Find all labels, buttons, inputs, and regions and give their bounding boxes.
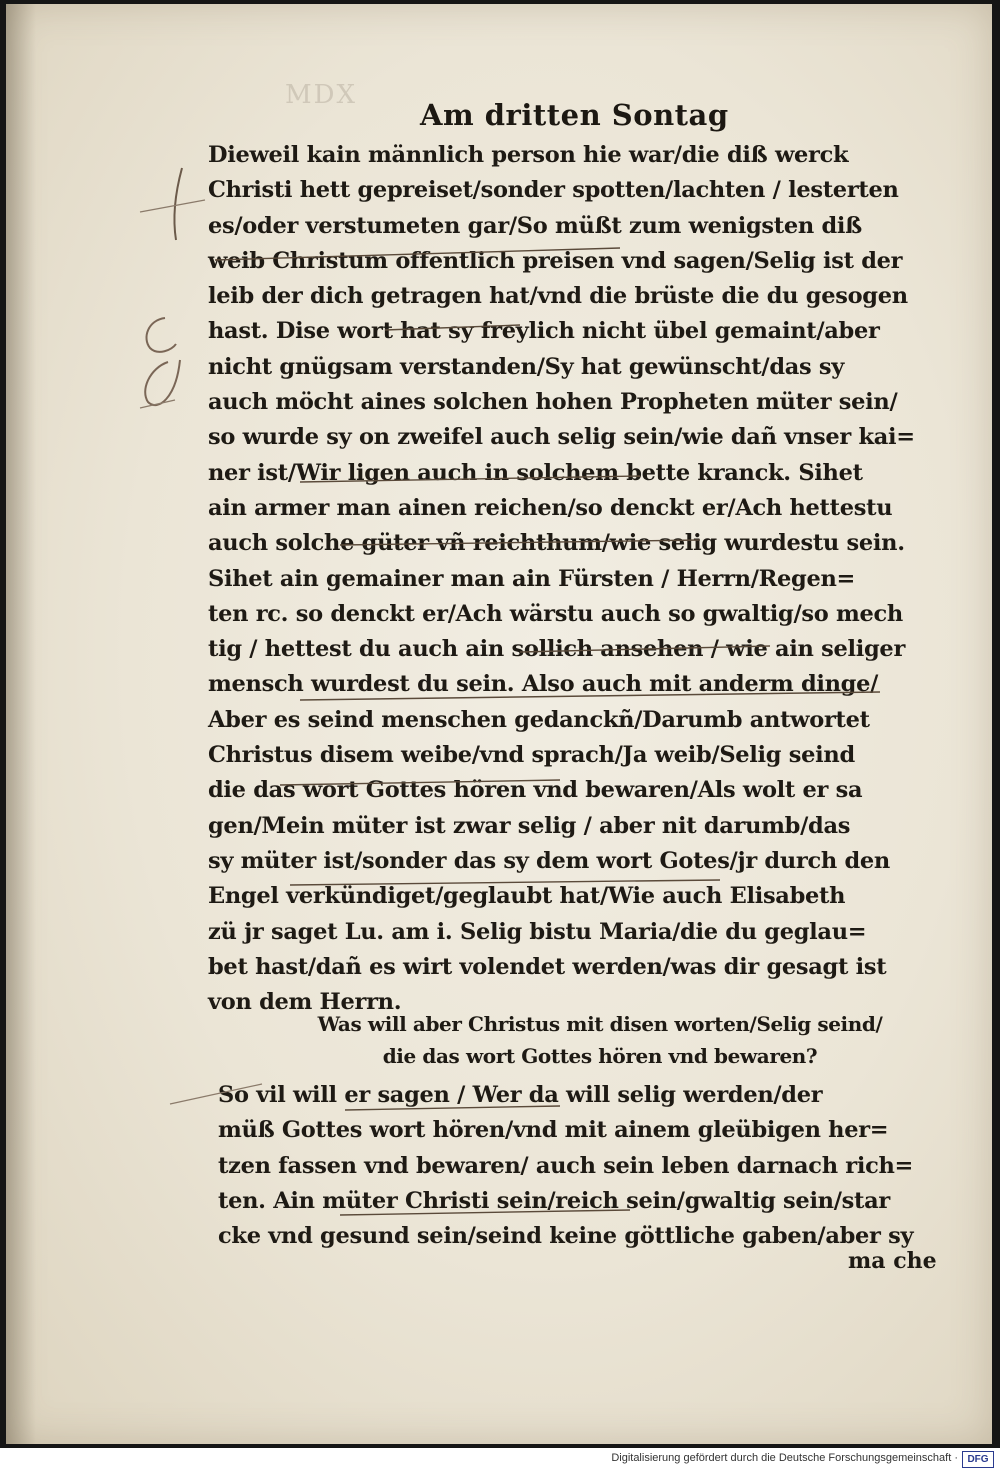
underline-mark [345, 1106, 560, 1110]
text-line: so wurde sy on zweifel auch selig sein/wie dañ vnser kai= [208, 424, 915, 451]
catchword: ma che [848, 1248, 937, 1274]
text-line: die das wort Gottes hören vnd bewaren/Als wolt er sa [208, 777, 863, 804]
funding-notice: Digitalisierung gefördert durch die Deutsche Forschungsgemeinschaft · [611, 1452, 958, 1464]
text-line: hast. Dise wort hat sy freylich nicht übel gemaint/aber [208, 318, 880, 345]
text-line: Dieweil kain männlich person hie war/die diß werck [208, 142, 849, 168]
text-line: So vil will er sagen / Wer da will selig werden/der [218, 1082, 823, 1108]
margin-stroke-mark [170, 1084, 262, 1104]
faint-bleed-through-mark: MDX [285, 80, 357, 110]
text-line: Aber es seind menschen gedanckñ/Darumb antwortet [208, 706, 870, 733]
underline-mark [290, 880, 720, 885]
underline-mark [300, 692, 880, 700]
underline-mark [340, 540, 700, 545]
text-line: ten rc. so denckt er/Ach wärstu auch so gwaltig/so mech [208, 600, 903, 627]
text-line: von dem Herrn. [208, 989, 402, 1016]
text-line: auch möcht aines solchen hohen Propheten müter sein/ [208, 389, 898, 416]
text-line: es/oder verstumeten gar/So müßt zum wenigsten diß [208, 212, 862, 239]
margin-letter-mark [145, 360, 180, 405]
text-line: bet hast/dañ es wirt volendet werden/was dir gesagt ist [208, 953, 887, 980]
dfg-logo: DFG [962, 1451, 994, 1468]
text-line: gen/Mein müter ist zwar selig / aber nit darumb/das [208, 812, 851, 839]
text-line: weib Christum offentlich preisen vnd sagen/Selig ist der [208, 247, 903, 274]
underline-mark [385, 325, 520, 330]
question-line: Was will aber Christus mit disen worten/Selig seind/ [317, 1012, 883, 1036]
text-line: leib der dich getragen hat/vnd die brüste die du gesogen [208, 283, 908, 310]
underline-mark [300, 476, 640, 482]
text-line: müß Gottes wort hören/vnd mit ainem gleübigen her= [218, 1117, 889, 1144]
text-line: nicht gnügsam verstanden/Sy hat gewünscht/das sy [208, 353, 845, 380]
text-line: mensch wurdest du sein. Also auch mit anderm dinge/ [208, 671, 879, 698]
text-line: ner ist/Wir ligen auch in solchem bette kranck. Sihet [208, 459, 863, 486]
footer-bar [0, 1448, 1000, 1472]
underline-mark [215, 248, 620, 260]
margin-stroke-mark [140, 200, 205, 212]
underline-mark [520, 646, 770, 652]
margin-letter-mark [146, 318, 176, 352]
text-line: tzen fassen vnd bewaren/ auch sein leben darnach rich= [218, 1152, 914, 1179]
text-line: Sihet ain gemainer man ain Fürsten / Herrn/Regen= [208, 565, 856, 592]
text-line: auch solche güter vñ reichthum/wie selig wurdestu sein. [208, 530, 905, 557]
question-line: die das wort Gottes hören vnd bewaren? [382, 1044, 818, 1068]
text-line: Engel verkündiget/geglaubt hat/Wie auch Elisabeth [208, 883, 846, 910]
text-line: Christi hett gepreiset/sonder spotten/lachten / lesterten [208, 177, 899, 204]
underline-mark [340, 1210, 630, 1215]
text-line: zü jr saget Lu. am i. Selig bistu Maria/die du geglau= [208, 918, 867, 945]
text-line: Christus disem weibe/vnd sprach/Ja weib/Selig seind [208, 742, 855, 769]
margin-stroke-mark [140, 400, 175, 408]
text-line: sy müter ist/sonder das sy dem wort Gotes/jr durch den [208, 847, 890, 874]
underline-mark [280, 780, 560, 785]
text-line: cke vnd gesund sein/seind keine göttliche gaben/aber sy [218, 1223, 914, 1250]
text-line: tig / hettest du auch ain sollich ansehen / wie ain seliger [208, 636, 906, 663]
text-line: ain armer man ainen reichen/so denckt er/Ach hettestu [208, 494, 893, 521]
page-heading: Am dritten Sontag [420, 98, 729, 132]
text-line: ten. Ain müter Christi sein/reich sein/gwaltig sein/star [218, 1187, 890, 1214]
